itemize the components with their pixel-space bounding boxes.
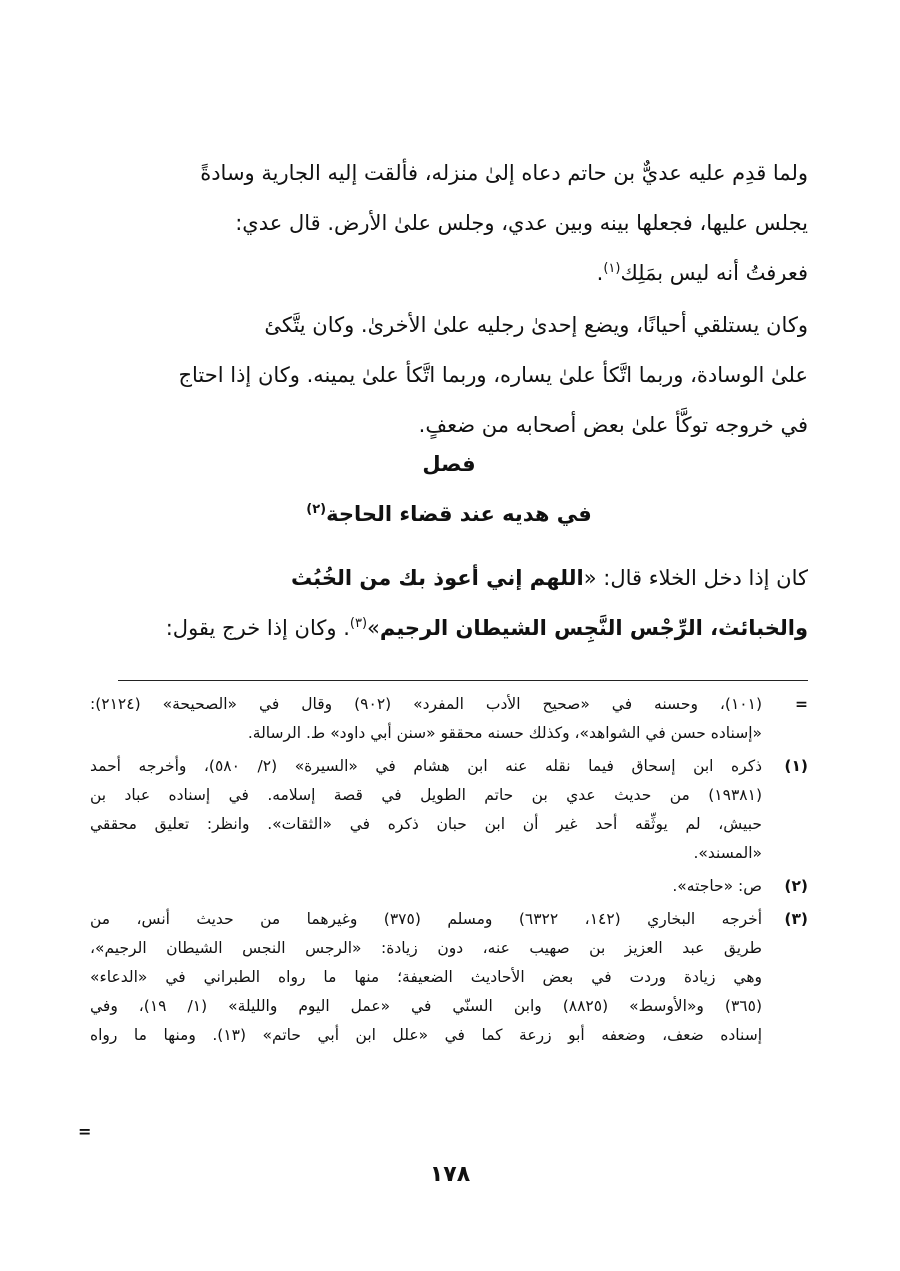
paragraph-line (90, 603, 808, 653)
paragraph-line: وكان يستلقي أحيانًا، ويضع إحدىٰ رجليه علىٰ الأخرىٰ. وكان يتَّكئ (264, 313, 808, 337)
footnote-line: إسناده ضعف، وضعفه أبو زرعة كما في «علل ابن أبي حاتم» (١٣). ومنها ما رواه (90, 1026, 762, 1044)
footnote-line: طريق عبد العزيز بن صهيب عنه، دون زيادة: «الرجس النجس الشيطان الرجيم»، (90, 939, 762, 957)
paragraph-line-text: فعرفتُ أنه ليس بمَلِك (620, 261, 808, 285)
footnote-line: (١٩٣٨١) من حديث عدي بن حاتم الطويل في قصة إسلامه. في إسناده عباد بن (90, 786, 762, 804)
paragraph-line (90, 553, 808, 603)
footnote-line: «إسناده حسن في الشواهد»، وكذلك حسنه محققو «سنن أبي داود» ط. الرسالة. (247, 724, 762, 742)
footnote-reference[interactable]: (٢) (306, 502, 327, 517)
footnote-text (90, 752, 762, 868)
footnote-mark: (٣) (784, 910, 808, 928)
footnote-text (90, 690, 762, 748)
paragraph-line-tail: . (596, 261, 604, 285)
paragraph-toilet-supplication (90, 553, 808, 653)
footnote-separator (118, 680, 808, 681)
footnote-line: أخرجه البخاري (١٤٢، ٦٣٢٢) ومسلم (٣٧٥) وغيرهما من حديث أنس، من (90, 910, 762, 928)
footnote-reference[interactable]: (١) (603, 261, 621, 276)
paragraph-line: في خروجه توكَّأ علىٰ بعض أصحابه من ضعفٍ. (418, 413, 808, 437)
footnote-line: (٣٦٥) و«الأوسط» (٨٨٢٥) وابن السنّي في «عمل اليوم والليلة» (١/ ١٩)، وفي (90, 997, 762, 1015)
section-subtitle (90, 492, 808, 536)
footnote-line: حبيش، لم يوثِّقه أحد غير أن ابن حبان ذكره في «الثقات». وانظر: تعليق محققي (90, 815, 762, 833)
paragraph-adi-visit (90, 148, 808, 298)
paragraph-text: . وكان إذا خرج يقول: (165, 616, 350, 640)
section-subtitle-text: في هديه عند قضاء الحاجة (326, 502, 592, 526)
footnote-3 (90, 905, 808, 1050)
footnote-mark: = (795, 695, 808, 713)
continuation-mark: = (78, 1122, 92, 1141)
page-number: ١٧٨ (429, 1162, 471, 1187)
paragraph-line: يجلس عليها، فجعلها بينه وبين عدي، وجلس علىٰ الأرض. قال عدي: (235, 211, 808, 235)
footnote-mark: (١) (784, 757, 808, 775)
footnote-line: «المسند». (693, 844, 762, 862)
footnote-mark: (٢) (784, 877, 808, 895)
footnote-line: ص: «حاجته». (672, 877, 762, 895)
footnote-continuation (90, 690, 808, 748)
paragraph-text: كان إذا دخل الخلاء قال: « (583, 566, 808, 590)
footnote-line: وهي زيادة وردت في بعض الأحاديث الضعيفة؛ منها ما رواه الطبراني في «الدعاء» (90, 968, 762, 986)
footnote-text (90, 872, 762, 901)
hadith-text: اللهم إني أعوذ بك من الخُبُث (291, 566, 584, 590)
footnote-line: (١٠١)، وحسنه في «صحيح الأدب المفرد» (٩٠٢) وقال في «الصحيحة» (٢١٢٤): (90, 695, 762, 713)
paragraph-line (90, 248, 808, 298)
paragraph-line: علىٰ الوسادة، وربما اتَّكأ علىٰ يساره، وربما اتَّكأ علىٰ يمينه. وكان إذا احتاج (178, 363, 808, 387)
footnotes (90, 690, 808, 1054)
footnote-text (90, 905, 762, 1050)
footnote-1 (90, 752, 808, 868)
footnote-reference[interactable]: (٣) (349, 616, 368, 631)
footnote-line: ذكره ابن إسحاق فيما نقله عنه ابن هشام في «السيرة» (٢/ ٥٨٠)، وأخرجه أحمد (90, 757, 762, 775)
hadith-text: والخبائث، الرِّجْس النَّجِس الشيطان الرجيم (379, 616, 808, 640)
footnote-2 (90, 872, 808, 901)
section-heading: فصل (422, 452, 476, 476)
quote-close: » (367, 616, 380, 640)
paragraph-reclining (90, 300, 808, 450)
paragraph-line: ولما قدِم عليه عديٌّ بن حاتم دعاه إلىٰ منزله، فألقت إليه الجارية وسادةً (200, 161, 808, 185)
